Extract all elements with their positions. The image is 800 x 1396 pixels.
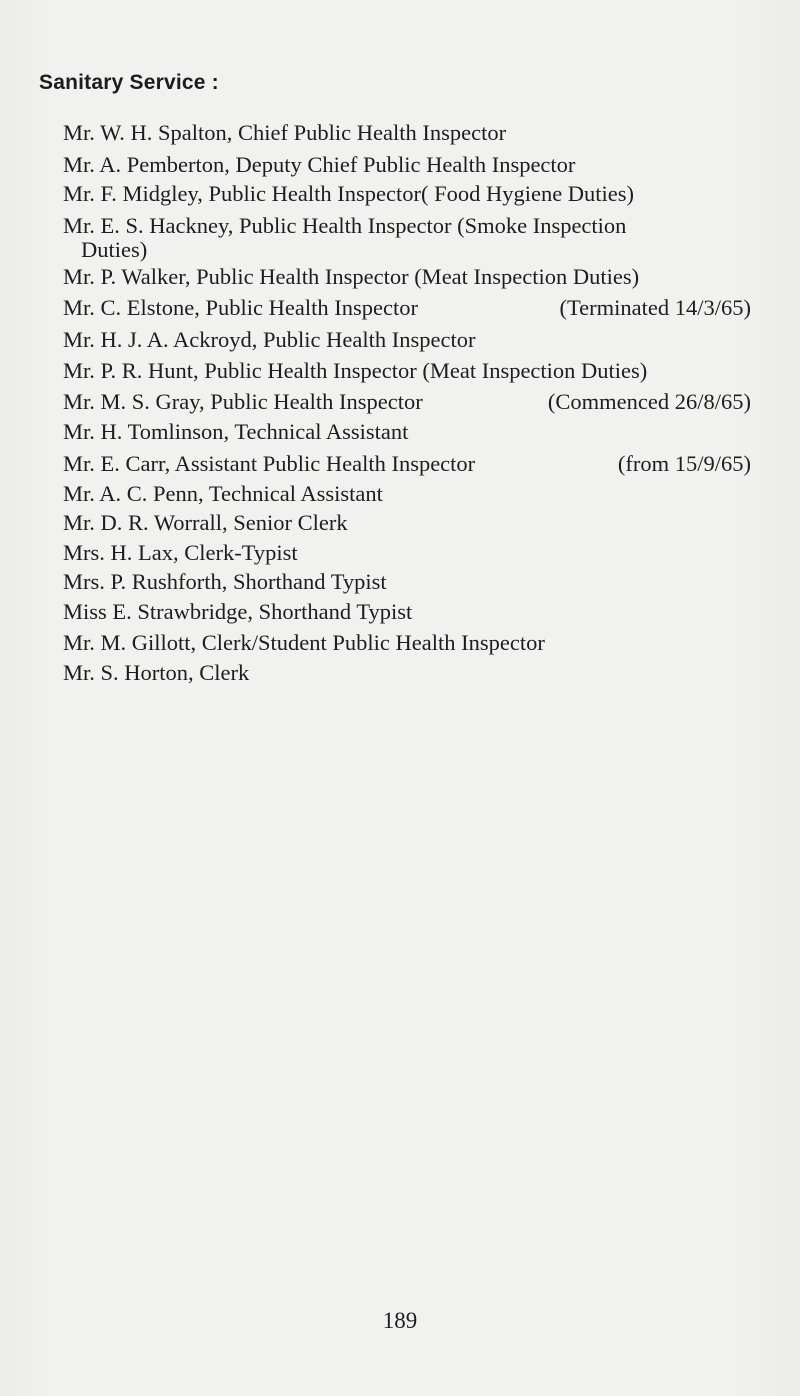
staff-entry-text: Mr. S. Horton, Clerk (63, 660, 250, 685)
staff-entry-text: Mr. F. Midgley, Public Health Inspector( Food Hygiene Duties) (63, 181, 635, 206)
staff-entry-walker (63, 265, 763, 289)
staff-entry-text: Mr. H. Tomlinson, Technical Assistant (63, 419, 409, 444)
staff-entry-lax (63, 541, 763, 565)
staff-entry-elstone (63, 296, 763, 320)
staff-entry-text: Mr. D. R. Worrall, Senior Clerk (63, 510, 348, 535)
staff-entry-text: Mr. P. Walker, Public Health Inspector (Meat Inspection Duties) (63, 264, 640, 289)
staff-entry-continuation: Duties) (81, 237, 148, 262)
staff-entry-tomlinson (63, 420, 763, 444)
staff-entry-text: Mr. E. S. Hackney, Public Health Inspector (Smoke Inspection (63, 213, 627, 238)
page-number: 189 (382, 1308, 418, 1333)
staff-entry-hunt (63, 359, 763, 383)
staff-entry-text: Miss E. Strawbridge, Shorthand Typist (63, 599, 413, 624)
staff-entry-note: (Commenced 26/8/65) (547, 389, 751, 414)
staff-entry-text: Mr. W. H. Spalton, Chief Public Health Inspector (63, 120, 507, 145)
staff-entry-horton (63, 661, 763, 685)
staff-entry-text: Mr. H. J. A. Ackroyd, Public Health Inspector (63, 327, 476, 352)
staff-entry-text: Mrs. H. Lax, Clerk-Typist (63, 540, 298, 565)
staff-entry-penn (63, 482, 763, 506)
staff-entry-text: Mrs. P. Rushforth, Shorthand Typist (63, 569, 387, 594)
staff-entry-worrall (63, 511, 763, 535)
staff-entry-rushforth (63, 570, 763, 594)
staff-entry-text: Mr. E. Carr, Assistant Public Health Inspector (63, 451, 476, 476)
staff-entry-hackney (63, 214, 763, 262)
staff-entry-midgley (63, 182, 763, 206)
staff-entry-text: Mr. M. Gillott, Clerk/Student Public Health Inspector (63, 630, 545, 655)
staff-entry-text: Mr. C. Elstone, Public Health Inspector (63, 295, 418, 320)
staff-entry-gray (63, 390, 763, 414)
staff-entry-pemberton (63, 153, 763, 177)
staff-entry-text: Mr. M. S. Gray, Public Health Inspector (63, 389, 423, 414)
staff-entry-text: Mr. A. C. Penn, Technical Assistant (63, 481, 383, 506)
staff-entry-strawbridge (63, 600, 763, 624)
staff-entry-text: Mr. P. R. Hunt, Public Health Inspector (Meat Inspection Duties) (63, 358, 648, 383)
section-heading: Sanitary Service : (39, 71, 219, 94)
staff-entry-gillott (63, 631, 763, 655)
staff-entry-note: (Terminated 14/3/65) (559, 295, 751, 320)
staff-entry-carr (63, 452, 763, 476)
staff-entry-text: Mr. A. Pemberton, Deputy Chief Public Health Inspector (63, 152, 576, 177)
staff-entry-note: (from 15/9/65) (617, 451, 751, 476)
staff-entry-ackroyd (63, 328, 763, 352)
staff-entry-spalton (63, 121, 763, 145)
